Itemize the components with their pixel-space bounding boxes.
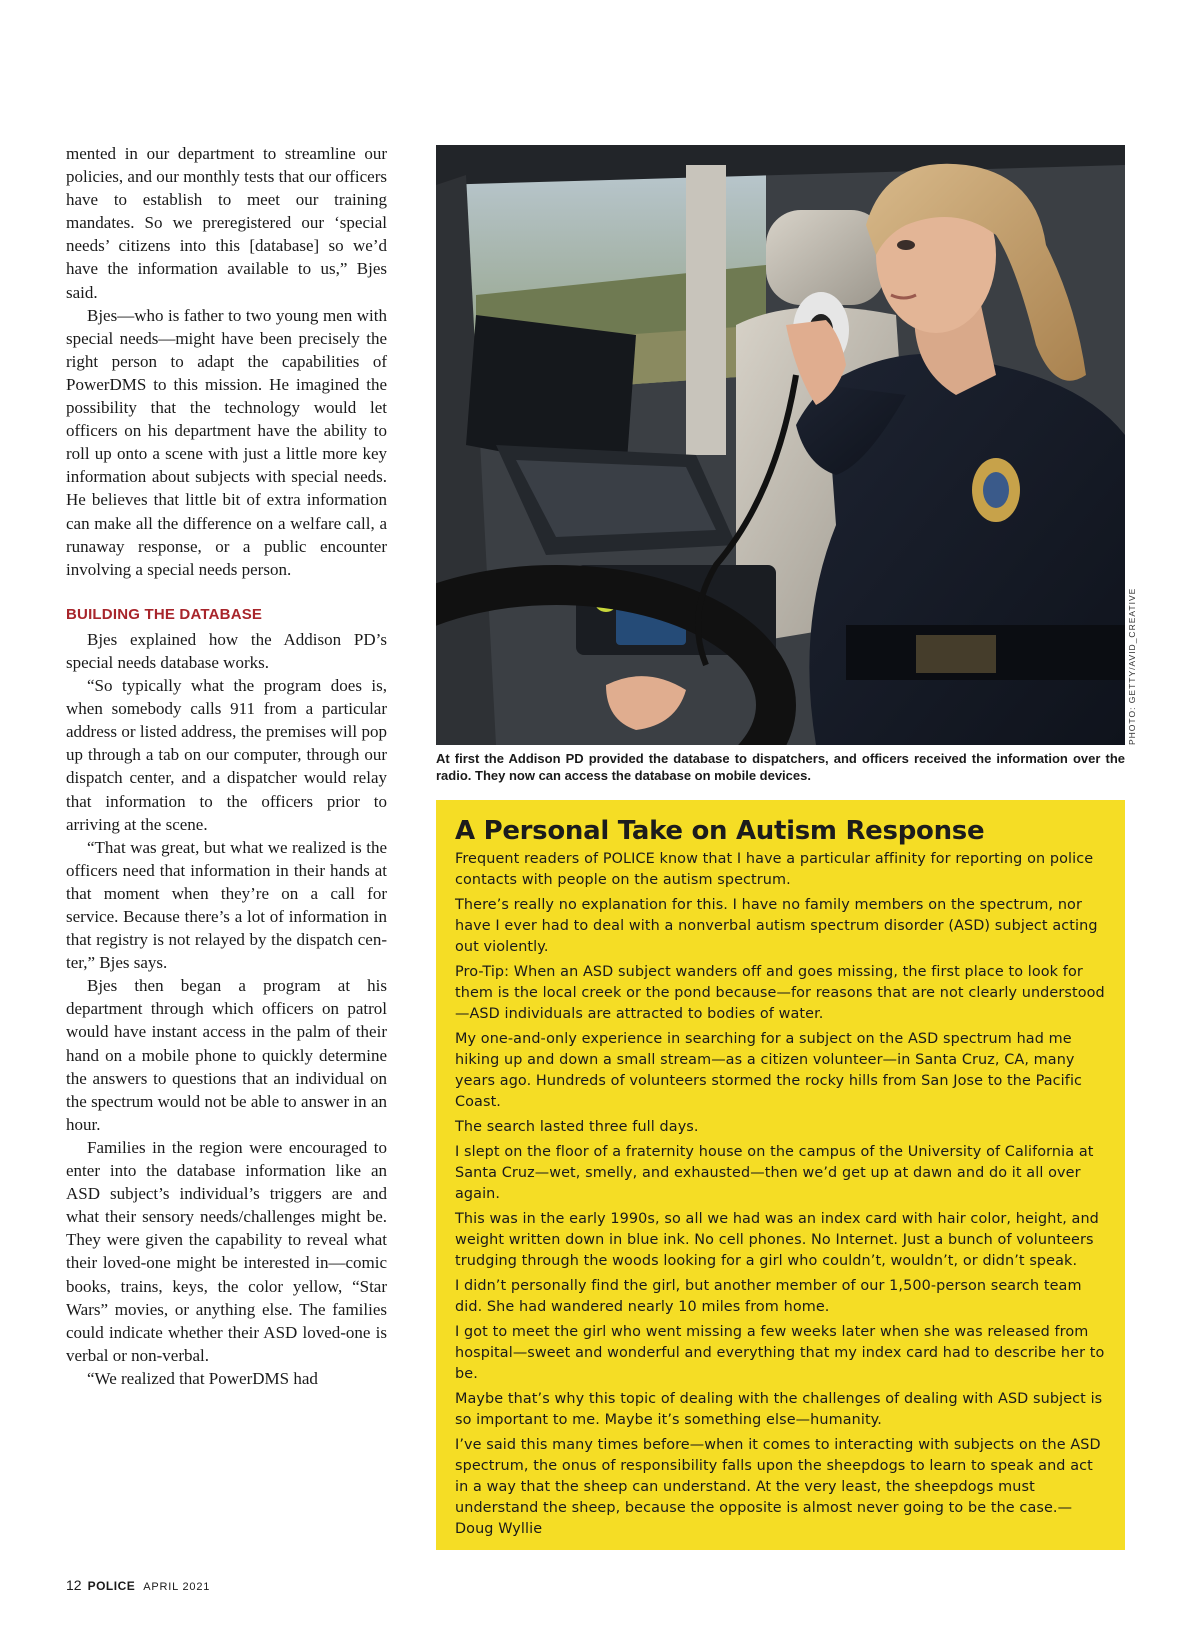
sidebar-paragraph: My one-and-only experience in searching for a subject on the ASD spectrum had me hiking up and down a small stream—as a citizen volunteer—in Santa Cruz, CA, many years ago. Hundreds of volunteers stormed the rocky hills from San Jose to the Pacific Coast.	[455, 1031, 1083, 1110]
article-column	[66, 142, 387, 1390]
officer-in-car-illustration	[436, 145, 1125, 745]
magazine-name: POLICE	[87, 1579, 136, 1593]
article-photo	[436, 145, 1125, 745]
sidebar-paragraph: Maybe that’s why this topic of dealing with the challenges of dealing with ASD subject is so important to me. Maybe it’s something else—humanity.	[455, 1391, 1103, 1428]
article-paragraph: Bjes explained how the Addison PD’s special needs database works.	[66, 629, 387, 672]
sidebar-paragraph: There’s really no explanation for this. I have no family members on the spectrum, nor have I ever had to deal with a nonverbal autism spectrum disorder (ASD) subject acting out violently.	[455, 897, 1098, 955]
sidebar-paragraph: Frequent readers of POLICE know that I have a particular affinity for reporting on police contacts with people on the autism spectrum.	[455, 851, 1094, 888]
article-paragraph: Families in the region were encouraged to enter into the database information like an ASD subject’s individual’s triggers are and what their sensory needs/challenges might be. They were given the capability to reveal what their loved-one might be interested in—comic books, trains, keys, the color yellow, “Star Wars” movies, or anything else. The families could indicate whether their ASD loved-one is verbal or non-verbal.	[66, 1137, 387, 1365]
photo-credit: PHOTO: GETTY/AVID_CREATIVE	[1127, 587, 1137, 745]
sidebar-paragraph: I got to meet the girl who went missing a few weeks later when she was released from hospital—sweet and wonderful and everything that my index card had to describe her to be.	[455, 1324, 1105, 1382]
article-paragraph: “We realized that PowerDMS had	[87, 1368, 318, 1388]
article-paragraph: mented in our department to streamline our policies, and our monthly tests that our officers have to establish to meet our training mandates. So we preregistered our ‘special needs’ citizens into this [database] so we’d have the information available to us,” Bjes said.	[66, 144, 387, 302]
article-paragraph: Bjes—who is father to two young men with special needs—might have been precisely the right person to adapt the capabilities of PowerDMS to this mission. He imagined the possibility that the technology would let officers on his department have the ability to roll up onto a scene with just a little more key information about subjects with special needs. He believes that little bit of extra information can make all the difference on a welfare call, a runaway response, or a public encounter involving a special needs person.	[66, 305, 387, 579]
sidebar-paragraph: I didn’t personally find the girl, but another member of our 1,500-person search team did. She had wandered nearly 10 miles from home.	[455, 1278, 1082, 1315]
sidebar-paragraph: I slept on the floor of a fraternity house on the campus of the University of California at Santa Cruz—wet, smelly, and exhausted—then we’d get up at dawn and do it all over again.	[455, 1144, 1094, 1202]
page-folio	[66, 1577, 210, 1593]
section-subhead: BUILDING THE DATABASE	[66, 605, 263, 623]
sidebar-paragraph: I’ve said this many times before—when it comes to interacting with subjects on the ASD spectrum, the onus of responsibility falls upon the sheepdogs to learn to speak and act in a way that the sheep can understand. At the very least, the sheepdogs must understand the sheep, because the opposite is almost never going to be the case.— Doug Wyllie	[455, 1437, 1101, 1537]
article-paragraph: “So typically what the program does is, when somebody calls 911 from a particular address or listed address, the premises will pop up through a tab on our computer, through our dispatch center, and a dispatcher would relay that information to the officers prior to arriving at the scene.	[66, 676, 387, 834]
sidebar-paragraph: This was in the early 1990s, so all we had was an index card with hair color, height, and weight written down in blue ink. No cell phones. No Internet. Just a bunch of volunteers trudging through the woods looking for a girl who couldn’t, wouldn’t, or didn’t speak.	[455, 1211, 1099, 1269]
sidebar-box	[436, 800, 1125, 1550]
article-paragraph: Bjes then began a program at his department through which officers on patrol would have instant access in the palm of their hand on a mobile phone to quickly determine the answers to questions that an individual on the spectrum would not be able to answer in an hour.	[66, 976, 387, 1134]
sidebar-paragraph: Pro-Tip: When an ASD subject wanders off and goes missing, the first place to look for them is the local creek or the pond because—for reasons that are not clearly understood—ASD individuals are attracted to bodies of water.	[455, 964, 1105, 1022]
sidebar-title: A Personal Take on Autism Response	[455, 816, 985, 846]
photo-caption: At first the Addison PD provided the database to dispatchers, and officers received the information over the radio. They now can access the database on mobile devices.	[436, 751, 1125, 783]
issue-date: APRIL 2021	[143, 1581, 211, 1593]
page-number: 12	[66, 1577, 82, 1593]
article-paragraph: “That was great, but what we realized is the officers need that information in their hands at that moment when they’re on a call for service. Because there’s a lot of information in that registry is not relayed by the dispatch center,” Bjes says.	[66, 837, 387, 973]
sidebar-paragraph: The search lasted three full days.	[455, 1119, 699, 1135]
